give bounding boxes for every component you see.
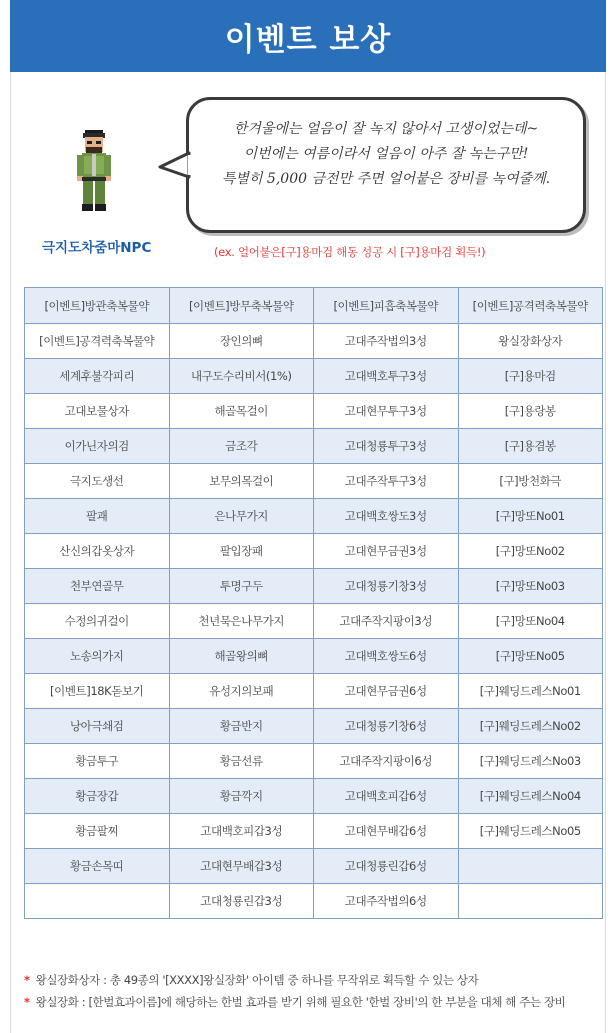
footnote-text: 왕실장화 : [한벌효과이름]에 해당하는 한벌 효과를 받기 위해 필요한 '한벌 장비'의 한 부분을 대체 해 주는 장비 bbox=[35, 995, 566, 1009]
table-cell: 은나무가지 bbox=[169, 499, 314, 534]
table-row bbox=[25, 604, 603, 639]
table-cell: 이가닌자의검 bbox=[25, 429, 170, 464]
table-row bbox=[25, 499, 603, 534]
table-cell: [구]망또No03 bbox=[458, 569, 603, 604]
npc-name: 극지도차줌마NPC bbox=[42, 240, 152, 256]
table-cell: 낭아극쇄검 bbox=[25, 709, 170, 744]
table-cell: 고대현무배갑6성 bbox=[314, 814, 459, 849]
table-cell: 고대청룡투구3성 bbox=[314, 429, 459, 464]
table-cell: 장인의뼈 bbox=[169, 324, 314, 359]
table-cell: 황금선류 bbox=[169, 744, 314, 779]
table-cell: [구]망또No05 bbox=[458, 639, 603, 674]
table-cell: [구]웨딩드레스No05 bbox=[458, 814, 603, 849]
footnotes bbox=[24, 972, 565, 1016]
footnote bbox=[24, 972, 565, 994]
table-cell: 황금반지 bbox=[169, 709, 314, 744]
table-cell: 보무의목걸이 bbox=[169, 464, 314, 499]
table-cell: [구]용랑봉 bbox=[458, 394, 603, 429]
table-cell: 고대현무금권3성 bbox=[314, 534, 459, 569]
table-row bbox=[25, 534, 603, 569]
table-cell: 내구도수리비서(1%) bbox=[169, 359, 314, 394]
speech-line: 특별히 5,000 금전만 주면 얼어붙은 장비를 녹여줄께. bbox=[221, 171, 551, 187]
table-cell: 고대현무배갑3성 bbox=[169, 849, 314, 884]
table-cell: 고대주작지팡이3성 bbox=[314, 604, 459, 639]
table-cell: [구]용겸봉 bbox=[458, 429, 603, 464]
table-cell: 황금손목띠 bbox=[25, 849, 170, 884]
table-cell: [구]웨딩드레스No01 bbox=[458, 674, 603, 709]
table-cell: 고대주작지팡이6성 bbox=[314, 744, 459, 779]
table-cell: 천년묵은나무가지 bbox=[169, 604, 314, 639]
table-header-cell: [이벤트]방관축복물약 bbox=[25, 288, 170, 324]
table-row bbox=[25, 674, 603, 709]
table-row bbox=[25, 464, 603, 499]
table-cell: [구]웨딩드레스No02 bbox=[458, 709, 603, 744]
table-cell: [구]망또No04 bbox=[458, 604, 603, 639]
table-row bbox=[25, 359, 603, 394]
table-cell: [구]망또No02 bbox=[458, 534, 603, 569]
table-header-row bbox=[25, 288, 603, 324]
table-cell: [구]웨딩드레스No04 bbox=[458, 779, 603, 814]
table-cell: 고대주작투구3성 bbox=[314, 464, 459, 499]
footnote bbox=[24, 994, 565, 1016]
table-row bbox=[25, 744, 603, 779]
table-cell: [구]방천화극 bbox=[458, 464, 603, 499]
table-cell: 고대백호투구3성 bbox=[314, 359, 459, 394]
table-header-cell: [이벤트]공격력축복물약 bbox=[458, 288, 603, 324]
table-cell: 고대백호피갑6성 bbox=[314, 779, 459, 814]
table-cell: 노송의가지 bbox=[25, 639, 170, 674]
table-row bbox=[25, 709, 603, 744]
table-cell: 고대청룡린갑3성 bbox=[169, 884, 314, 919]
table-cell: 황금장갑 bbox=[25, 779, 170, 814]
table-row bbox=[25, 814, 603, 849]
speech-text bbox=[186, 117, 586, 192]
table-header-cell: [이벤트]방무축복물약 bbox=[169, 288, 314, 324]
table-cell: 팔입장패 bbox=[169, 534, 314, 569]
table-cell: [이벤트]공격력축복물약 bbox=[25, 324, 170, 359]
footnote-mark: * bbox=[24, 973, 30, 987]
table-cell: 산신의갑옷상자 bbox=[25, 534, 170, 569]
npc-character-icon bbox=[76, 124, 112, 214]
table-row bbox=[25, 324, 603, 359]
table-cell: 고대백호쌍도6성 bbox=[314, 639, 459, 674]
table-cell: 팔괘 bbox=[25, 499, 170, 534]
table-cell bbox=[458, 849, 603, 884]
table-cell: 고대백호쌍도3성 bbox=[314, 499, 459, 534]
page-header bbox=[10, 0, 606, 72]
speech-bubble bbox=[158, 95, 590, 240]
table-cell: 고대청룡린갑6성 bbox=[314, 849, 459, 884]
speech-line: 이번에는 여름이라서 얼음이 아주 잘 녹는구만! bbox=[243, 146, 529, 162]
table-cell: [구]웨딩드레스No03 bbox=[458, 744, 603, 779]
table-row bbox=[25, 429, 603, 464]
table-cell: 천부연골무 bbox=[25, 569, 170, 604]
table-cell bbox=[458, 884, 603, 919]
table-cell: 황금투구 bbox=[25, 744, 170, 779]
page-title: 이벤트 보상 bbox=[224, 21, 392, 58]
table-cell: 극지도생선 bbox=[25, 464, 170, 499]
table-cell: 고대현무투구3성 bbox=[314, 394, 459, 429]
footnote-text: 왕실장화상자 : 총 49종의 '[XXXX]왕실장화' 아이템 중 하나를 무작위로 획득할 수 있는 상자 bbox=[35, 973, 479, 987]
table-cell: 고대현무금권6성 bbox=[314, 674, 459, 709]
table-cell: 투명구두 bbox=[169, 569, 314, 604]
table-row bbox=[25, 639, 603, 674]
table-cell: [구]망또No01 bbox=[458, 499, 603, 534]
table-cell: 고대주작법의3성 bbox=[314, 324, 459, 359]
table-cell: 세계후불각피리 bbox=[25, 359, 170, 394]
table-cell: 금조각 bbox=[169, 429, 314, 464]
table-cell: 유성지의보패 bbox=[169, 674, 314, 709]
table-cell: [구]용마검 bbox=[458, 359, 603, 394]
table-cell: 고대청룡기창3성 bbox=[314, 569, 459, 604]
table-cell: 황금팔찌 bbox=[25, 814, 170, 849]
table-cell: 수정의귀걸이 bbox=[25, 604, 170, 639]
table-row bbox=[25, 394, 603, 429]
table-cell: 왕실장화상자 bbox=[458, 324, 603, 359]
table-cell: [이벤트]18K돋보기 bbox=[25, 674, 170, 709]
table-row bbox=[25, 569, 603, 604]
footnote-mark: * bbox=[24, 995, 30, 1009]
table-cell: 고대보물상자 bbox=[25, 394, 170, 429]
reward-table bbox=[24, 287, 603, 919]
table-cell: 고대백호피갑3성 bbox=[169, 814, 314, 849]
table-cell: 황금깍지 bbox=[169, 779, 314, 814]
table-cell: 해골왕의뼈 bbox=[169, 639, 314, 674]
table-cell bbox=[25, 884, 170, 919]
table-row bbox=[25, 779, 603, 814]
table-cell: 고대주작법의6성 bbox=[314, 884, 459, 919]
example-note: (ex. 얼어붙은[구]용마검 해동 성공 시 [구]용마검 획득!) bbox=[214, 245, 486, 259]
table-cell: 고대청룡기창6성 bbox=[314, 709, 459, 744]
table-header-cell: [이벤트]피흡축복물약 bbox=[314, 288, 459, 324]
table-row bbox=[25, 849, 603, 884]
table-row bbox=[25, 884, 603, 919]
speech-line: 한겨울에는 얼음이 잘 녹지 않아서 고생이었는데~ bbox=[233, 121, 539, 137]
table-cell: 해골목걸이 bbox=[169, 394, 314, 429]
